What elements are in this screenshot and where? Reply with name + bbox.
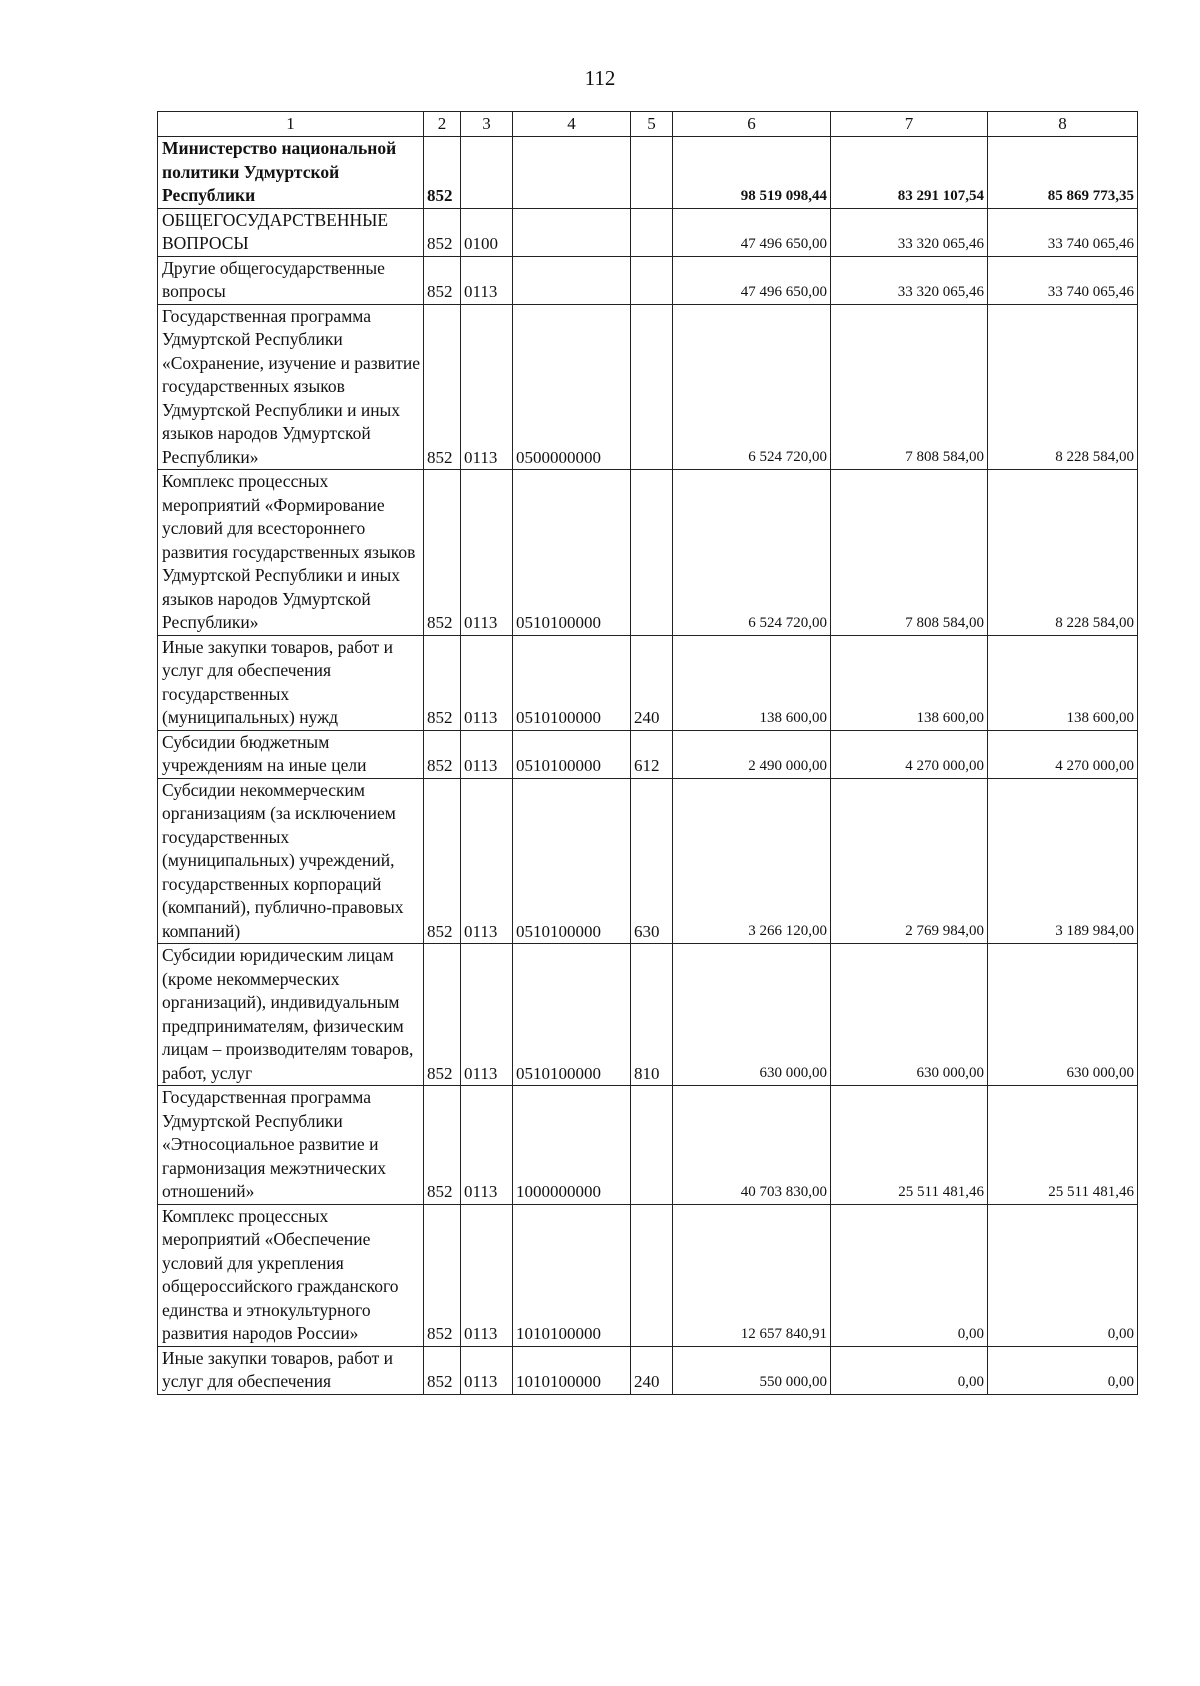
table-row	[158, 778, 1138, 944]
row-amount-col7: 33 320 065,46	[831, 256, 988, 304]
row-expense-type-code: 612	[631, 730, 673, 778]
row-name: Субсидии юридическим лицам (кроме некоммерческих организаций), индивидуальным предпринимателям, физическим лицам – производителям товаров, работ, услуг	[158, 944, 424, 1086]
row-section-code: 0113	[461, 635, 513, 730]
row-amount-col6: 2 490 000,00	[673, 730, 831, 778]
row-grbs-code: 852	[424, 730, 461, 778]
table-row	[158, 944, 1138, 1086]
row-amount-col6: 550 000,00	[673, 1346, 831, 1394]
row-amount-col7: 33 320 065,46	[831, 208, 988, 256]
row-grbs-code: 852	[424, 1204, 461, 1346]
row-target-article-code	[513, 137, 631, 209]
row-amount-col6: 630 000,00	[673, 944, 831, 1086]
row-name: Субсидии бюджетным учреждениям на иные цели	[158, 730, 424, 778]
row-amount-col8: 8 228 584,00	[988, 470, 1138, 636]
row-amount-col7: 4 270 000,00	[831, 730, 988, 778]
row-target-article-code: 0510100000	[513, 730, 631, 778]
row-grbs-code: 852	[424, 470, 461, 636]
table-row	[158, 1346, 1138, 1394]
row-amount-col6: 98 519 098,44	[673, 137, 831, 209]
row-section-code: 0113	[461, 1204, 513, 1346]
row-name: Иные закупки товаров, работ и услуг для обеспечения	[158, 1346, 424, 1394]
budget-table-container	[157, 111, 1138, 1395]
row-amount-col8: 138 600,00	[988, 635, 1138, 730]
column-header-1: 1	[158, 112, 424, 137]
budget-table	[157, 111, 1138, 1395]
row-grbs-code: 852	[424, 1346, 461, 1394]
row-name: Другие общегосударственные вопросы	[158, 256, 424, 304]
row-grbs-code: 852	[424, 778, 461, 944]
row-section-code: 0113	[461, 256, 513, 304]
row-amount-col7: 0,00	[831, 1346, 988, 1394]
row-grbs-code: 852	[424, 1086, 461, 1205]
column-header-6: 6	[673, 112, 831, 137]
row-target-article-code: 0510100000	[513, 470, 631, 636]
table-row	[158, 304, 1138, 470]
row-amount-col6: 3 266 120,00	[673, 778, 831, 944]
row-amount-col7: 7 808 584,00	[831, 470, 988, 636]
row-section-code: 0113	[461, 304, 513, 470]
row-name: Государственная программа Удмуртской Республики «Этносоциальное развитие и гармонизация межэтнических отношений»	[158, 1086, 424, 1205]
row-name: Субсидии некоммерческим организациям (за исключением государственных (муниципальных) учреждений, государственных корпораций (компаний), публично-правовых компаний)	[158, 778, 424, 944]
row-amount-col8: 0,00	[988, 1346, 1138, 1394]
row-expense-type-code	[631, 1204, 673, 1346]
row-name: Министерство национальной политики Удмуртской Республики	[158, 137, 424, 209]
row-amount-col6: 47 496 650,00	[673, 256, 831, 304]
row-target-article-code: 0510100000	[513, 635, 631, 730]
row-grbs-code: 852	[424, 208, 461, 256]
row-amount-col6: 6 524 720,00	[673, 304, 831, 470]
row-expense-type-code	[631, 1086, 673, 1205]
row-amount-col8: 630 000,00	[988, 944, 1138, 1086]
row-expense-type-code	[631, 208, 673, 256]
row-amount-col8: 25 511 481,46	[988, 1086, 1138, 1205]
row-section-code: 0113	[461, 730, 513, 778]
column-header-7: 7	[831, 112, 988, 137]
row-grbs-code: 852	[424, 137, 461, 209]
row-amount-col8: 33 740 065,46	[988, 256, 1138, 304]
row-target-article-code: 0500000000	[513, 304, 631, 470]
row-target-article-code: 0510100000	[513, 778, 631, 944]
row-grbs-code: 852	[424, 944, 461, 1086]
table-body	[158, 137, 1138, 1395]
row-amount-col6: 47 496 650,00	[673, 208, 831, 256]
row-section-code	[461, 137, 513, 209]
row-section-code: 0100	[461, 208, 513, 256]
row-amount-col8: 85 869 773,35	[988, 137, 1138, 209]
row-target-article-code: 1000000000	[513, 1086, 631, 1205]
column-header-8: 8	[988, 112, 1138, 137]
row-amount-col6: 40 703 830,00	[673, 1086, 831, 1205]
column-header-5: 5	[631, 112, 673, 137]
table-row	[158, 1086, 1138, 1205]
row-target-article-code	[513, 208, 631, 256]
row-expense-type-code	[631, 470, 673, 636]
row-expense-type-code	[631, 304, 673, 470]
row-section-code: 0113	[461, 1346, 513, 1394]
row-target-article-code: 1010100000	[513, 1346, 631, 1394]
row-expense-type-code: 810	[631, 944, 673, 1086]
row-name: Комплекс процессных мероприятий «Формирование условий для всестороннего развития государственных языков Удмуртской Республики и иных языков народов Удмуртской Республики»	[158, 470, 424, 636]
row-target-article-code	[513, 256, 631, 304]
row-amount-col8: 33 740 065,46	[988, 208, 1138, 256]
row-expense-type-code	[631, 137, 673, 209]
row-section-code: 0113	[461, 470, 513, 636]
row-target-article-code: 1010100000	[513, 1204, 631, 1346]
table-row	[158, 256, 1138, 304]
row-name: Государственная программа Удмуртской Республики «Сохранение, изучение и развитие государственных языков Удмуртской Республики и иных языков народов Удмуртской Республики»	[158, 304, 424, 470]
column-header-3: 3	[461, 112, 513, 137]
row-amount-col8: 0,00	[988, 1204, 1138, 1346]
row-expense-type-code: 240	[631, 635, 673, 730]
row-grbs-code: 852	[424, 256, 461, 304]
table-row	[158, 635, 1138, 730]
row-expense-type-code	[631, 256, 673, 304]
page-number: 112	[584, 66, 616, 90]
column-header-4: 4	[513, 112, 631, 137]
table-row	[158, 470, 1138, 636]
row-amount-col7: 7 808 584,00	[831, 304, 988, 470]
row-amount-col6: 138 600,00	[673, 635, 831, 730]
table-row	[158, 137, 1138, 209]
row-amount-col7: 2 769 984,00	[831, 778, 988, 944]
row-amount-col7: 138 600,00	[831, 635, 988, 730]
table-row	[158, 1204, 1138, 1346]
row-section-code: 0113	[461, 778, 513, 944]
table-row	[158, 208, 1138, 256]
row-expense-type-code: 240	[631, 1346, 673, 1394]
row-target-article-code: 0510100000	[513, 944, 631, 1086]
row-amount-col8: 3 189 984,00	[988, 778, 1138, 944]
row-amount-col6: 12 657 840,91	[673, 1204, 831, 1346]
row-name: ОБЩЕГОСУДАРСТВЕННЫЕ ВОПРОСЫ	[158, 208, 424, 256]
row-name: Комплекс процессных мероприятий «Обеспечение условий для укрепления общероссийского гражданского единства и этнокультурного развития народов России»	[158, 1204, 424, 1346]
row-amount-col7: 630 000,00	[831, 944, 988, 1086]
row-section-code: 0113	[461, 1086, 513, 1205]
header-row	[158, 112, 1138, 137]
row-amount-col7: 25 511 481,46	[831, 1086, 988, 1205]
column-header-2: 2	[424, 112, 461, 137]
row-section-code: 0113	[461, 944, 513, 1086]
row-grbs-code: 852	[424, 304, 461, 470]
row-expense-type-code: 630	[631, 778, 673, 944]
row-amount-col8: 4 270 000,00	[988, 730, 1138, 778]
row-amount-col6: 6 524 720,00	[673, 470, 831, 636]
table-row	[158, 730, 1138, 778]
row-name: Иные закупки товаров, работ и услуг для обеспечения государственных (муниципальных) нужд	[158, 635, 424, 730]
row-amount-col7: 0,00	[831, 1204, 988, 1346]
row-amount-col7: 83 291 107,54	[831, 137, 988, 209]
row-grbs-code: 852	[424, 635, 461, 730]
row-amount-col8: 8 228 584,00	[988, 304, 1138, 470]
